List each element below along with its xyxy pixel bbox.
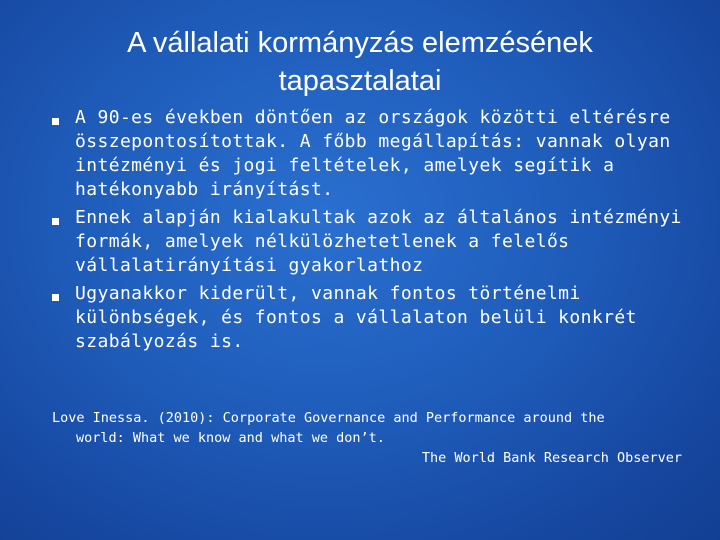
square-bullet-icon — [52, 218, 59, 225]
slide-title-line2: tapasztalatai — [278, 65, 442, 97]
square-bullet-icon — [52, 118, 59, 125]
citation-source: The World Bank Research Observer — [421, 450, 682, 466]
bullet-text-1: A 90-es években döntően az országok közötti eltérésre összepontosítottak. A főbb megállapítás: vannak olyan intézményi és jogi feltételek, amelyek segítik a hatékonyabb irányítást. — [75, 107, 671, 200]
slide-title — [40, 24, 680, 100]
citation-line1: Love Inessa. (2010): Corporate Governance and Performance around the — [52, 410, 605, 426]
citation — [52, 408, 682, 468]
square-bullet-icon — [52, 294, 59, 301]
slide-title-line1: A vállalati kormányzás elemzésének — [127, 27, 593, 59]
bullet-text-3: Ugyanakkor kiderült, vannak fontos történelmi különbségek, és fontos a vállalaton belüli konkrét szabályozás is. — [75, 283, 637, 352]
bullet-item-2 — [52, 206, 692, 278]
bullet-list — [52, 106, 692, 358]
bullet-text-2: Ennek alapján kialakultak azok az általános intézményi formák, amelyek nélkülözhetetlenek a felelős vállalatirányítási gyakorlathoz — [75, 207, 682, 276]
bullet-item-1 — [52, 106, 692, 202]
bullet-item-3 — [52, 282, 692, 354]
citation-line2: world: What we know and what we don’t. — [76, 430, 385, 446]
